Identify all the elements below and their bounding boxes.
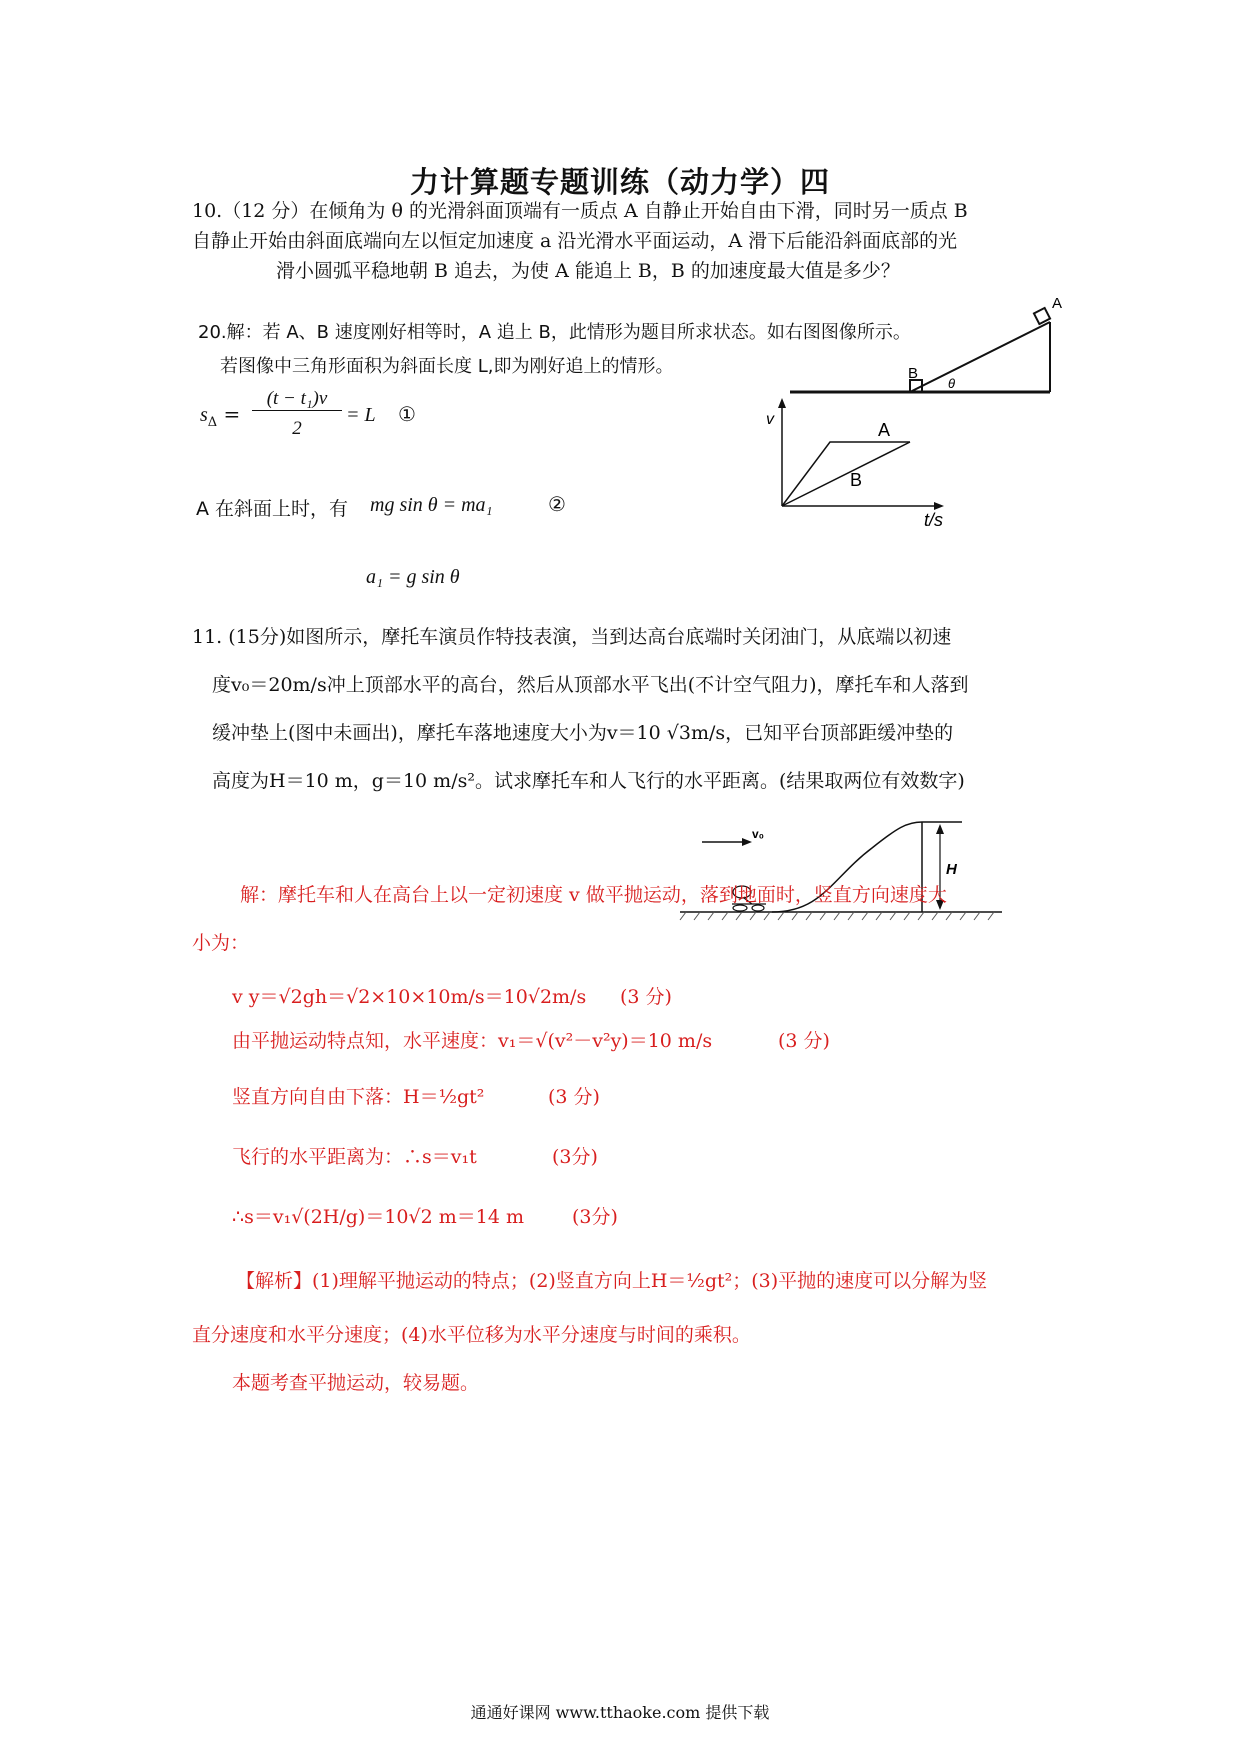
eq1-numerator: (t − t₁)v xyxy=(252,388,342,411)
answer-H: 竖直方向自由下落：H＝½gt² xyxy=(232,1086,485,1108)
page-title: 力计算题专题训练（动力学）四 xyxy=(409,165,830,199)
label-theta: θ xyxy=(948,376,956,391)
graph-t-arrow xyxy=(934,502,944,510)
analysis-line1 xyxy=(236,1266,987,1293)
incline-diagram xyxy=(760,296,1080,536)
footer: 通通好课网 www.tthaoke.com 提供下载 xyxy=(470,1703,770,1722)
analysis-text1: (1)理解平抛运动的特点；(2)竖直方向上H＝½gt²；(3)平抛的速度可以分解为竖 xyxy=(312,1270,988,1292)
q11-line2: 度v₀＝20m/s冲上顶部水平的高台，然后从顶部水平飞出(不计空气阻力)，摩托车和人落到 xyxy=(212,674,969,696)
answer-line1: 解：摩托车和人在高台上以一定初速度 v 做平抛运动，落到地面时，竖直方向速度大 xyxy=(240,884,947,906)
eq1: $s_\Delta$ = xyxy=(200,402,241,430)
answer-line2: 小为： xyxy=(192,932,250,954)
eq1-rhs: = L xyxy=(346,404,376,426)
graph-v-arrow xyxy=(778,398,786,408)
analysis-tag: 【解析】 xyxy=(236,1270,313,1292)
q11-line4: 高度为H＝10 m，g＝10 m/s²。试求摩托车和人飞行的水平距离。(结果取两位有效数字) xyxy=(212,770,965,792)
q10-line2: 自静止开始由斜面底端向左以恒定加速度 a 沿光滑水平面运动，A 滑下后能沿斜面底部的光 xyxy=(192,230,958,252)
answer-vy: v y＝√2gh＝√2×10×10m/s＝10√2m/s xyxy=(232,986,587,1008)
q10-line1: 10.（12 分）在倾角为 θ 的光滑斜面顶端有一质点 A 自静止开始自由下滑，同时另一质点 B xyxy=(192,200,968,222)
eq1-lhs: s xyxy=(200,404,208,426)
v0-arrow-head xyxy=(742,838,752,846)
q11-line1: 11. (15分)如图所示，摩托车演员作特技表演，当到达高台底端时关闭油门，从底端以初速 xyxy=(192,626,952,648)
q10-line3: 滑小圆弧平稳地朝 B 追去，为使 A 能追上 B，B 的加速度最大值是多少？ xyxy=(276,260,900,282)
eq1-denominator: 2 xyxy=(292,418,302,439)
H-arrow-up xyxy=(936,824,944,834)
answer-vy-score: (3 分) xyxy=(620,986,672,1008)
answer-s-result: ∴s＝v₁√(2H/g)＝10√2 m＝14 m xyxy=(232,1206,525,1228)
answer-v1: 由平抛运动特点知，水平速度：v₁＝√(v²－v²y)＝10 m/s xyxy=(232,1030,713,1052)
answer-s: 飞行的水平距离为：∴s＝v₁t xyxy=(232,1146,477,1168)
eq2-math: mg sin θ = ma₁ xyxy=(370,494,493,516)
q10-solution-line2: 若图像中三角形面积为斜面长度 L,即为刚好追上的情形。 xyxy=(220,356,674,377)
v0-label: v₀ xyxy=(752,827,765,841)
block-A xyxy=(1034,308,1050,324)
answer-v1-score: (3 分) xyxy=(778,1030,830,1052)
graph-v-label: v xyxy=(766,411,774,428)
ground-hatching xyxy=(680,912,994,920)
analysis-note: 本题考查平抛运动，较易题。 xyxy=(232,1372,480,1394)
label-A-top: A xyxy=(1052,296,1063,312)
ramp-figure xyxy=(672,808,1032,928)
graph-B-label: B xyxy=(850,470,863,490)
q11-line3: 缓冲垫上(图中未画出)，摩托车落地速度大小为v＝10 √3m/s，已知平台顶部距缓冲垫的 xyxy=(212,722,954,744)
graph-line-B xyxy=(782,442,910,506)
H-label: H xyxy=(946,861,957,878)
eq1-marker: ① xyxy=(398,402,416,426)
graph-A-label: A xyxy=(878,420,891,440)
eq3: a₁ = g sin θ xyxy=(366,566,460,588)
analysis-line2: 直分速度和水平分速度；(4)水平位移为水平分速度与时间的乘积。 xyxy=(192,1324,751,1346)
answer-H-score: (3 分) xyxy=(548,1086,600,1108)
eq1-subscript: Δ xyxy=(207,415,218,430)
answer-s-score: (3分) xyxy=(552,1146,598,1168)
eq2-marker: ② xyxy=(548,492,566,516)
answer-s-result-score: (3分) xyxy=(572,1206,618,1228)
q10-solution-line1: 20.解：若 A、B 速度刚好相等时，A 追上 B，此情形为题目所求状态。如右图图像所示。 xyxy=(198,322,911,343)
incline-slope xyxy=(910,322,1050,392)
label-B: B xyxy=(908,365,919,382)
graph-t-label: t/s xyxy=(924,510,944,530)
eq2-text: A 在斜面上时，有 xyxy=(196,498,349,520)
